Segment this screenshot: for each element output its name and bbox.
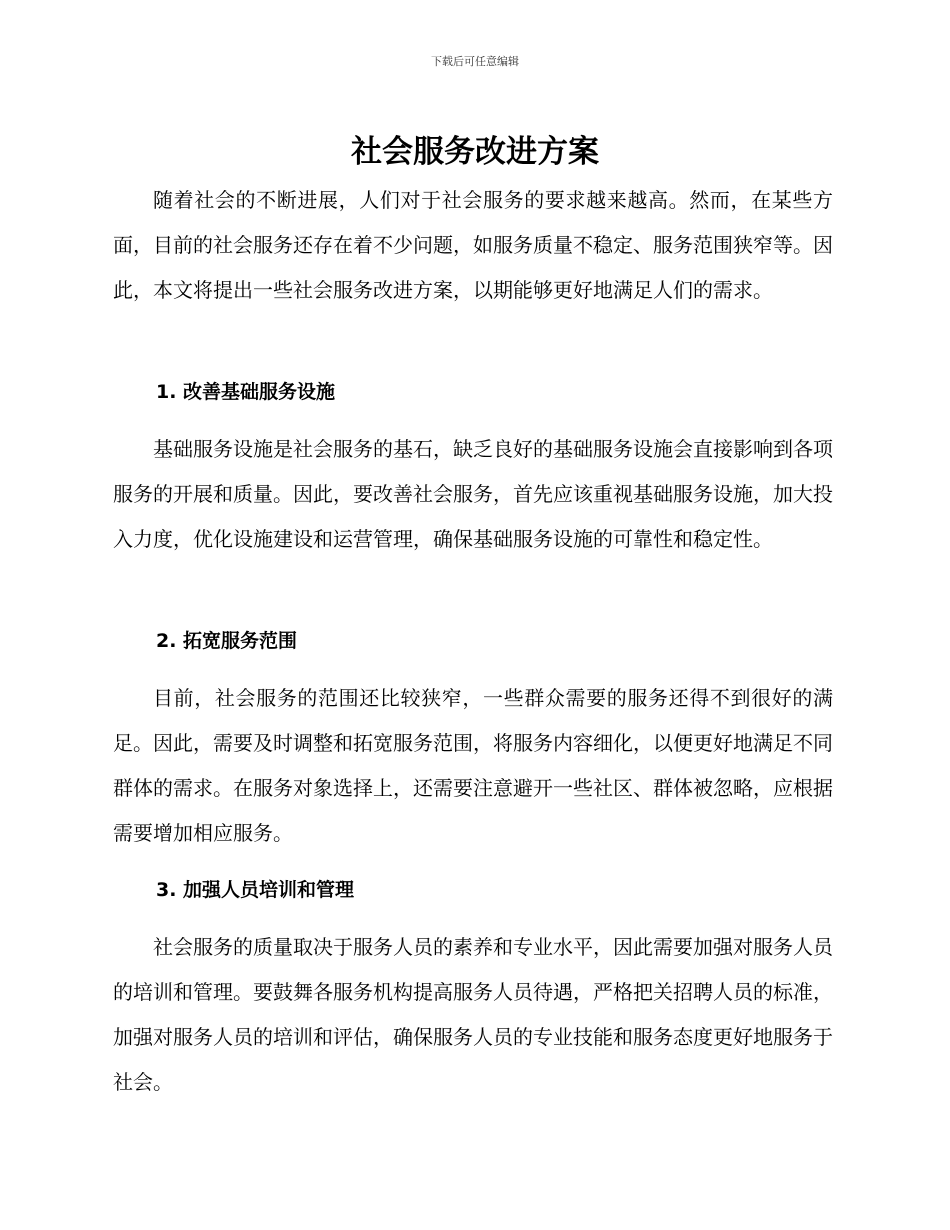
- document-title: 社会服务改进方案: [351, 134, 599, 170]
- section-body-1: 基础服务设施是社会服务的基石，缺乏良好的基础服务设施会直接影响到各项服务的开展和质量。因此，要改善社会服务，首先应该重视基础服务设施，加大投入力度，优化设施建设和运营管理，确保基础服务设施的可靠性和稳定性。: [113, 437, 833, 551]
- section-heading-1: 1. 改善基础服务设施: [156, 381, 336, 403]
- section-body-2: 目前，社会服务的范围还比较狭窄，一些群众需要的服务还得不到很好的满足。因此，需要及时调整和拓宽服务范围，将服务内容细化，以便更好地满足不同群体的需求。在服务对象选择上，还需要注意避开一些社区、群体被忽略，应根据需要增加相应服务。: [113, 686, 833, 845]
- intro-paragraph: 随着社会的不断进展，人们对于社会服务的要求越来越高。然而，在某些方面，目前的社会服务还存在着不少问题，如服务质量不稳定、服务范围狭窄等。因此，本文将提出一些社会服务改进方案，以期能够更好地满足人们的需求。: [113, 188, 833, 302]
- header-note: 下载后可任意编辑: [431, 55, 519, 68]
- section-body-3: 社会服务的质量取决于服务人员的素养和专业水平，因此需要加强对服务人员的培训和管理。要鼓舞各服务机构提高服务人员待遇，严格把关招聘人员的标准，加强对服务人员的培训和评估，确保服务人员的专业技能和服务态度更好地服务于社会。: [113, 935, 833, 1094]
- section-heading-3: 3. 加强人员培训和管理: [156, 879, 355, 901]
- section-heading-2: 2. 拓宽服务范围: [156, 630, 298, 652]
